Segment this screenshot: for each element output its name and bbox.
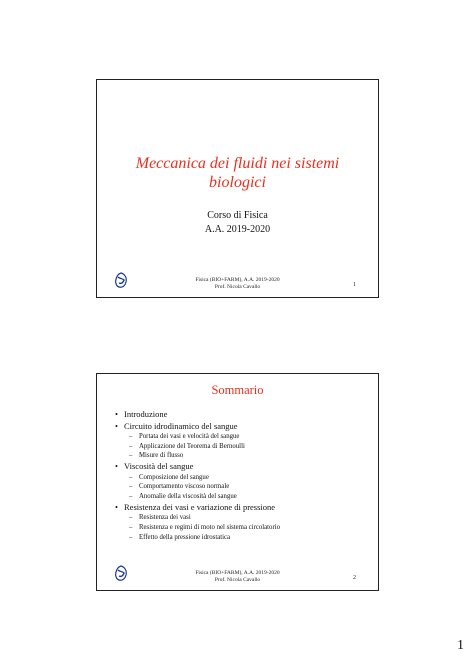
slide-1-subtitle [97, 209, 378, 237]
dash-icon: – [129, 493, 133, 501]
dash-icon: – [129, 452, 133, 460]
dash-icon: – [129, 514, 133, 522]
document-page-number: 1 [457, 638, 464, 653]
outline-list [114, 409, 364, 542]
outline-item: • Viscosità del sangue [115, 461, 194, 472]
slide-2 [96, 373, 379, 591]
slide-2-number: 2 [353, 575, 356, 581]
outline-subitem: – Composizione del sangue [129, 473, 209, 481]
dash-icon: – [129, 442, 133, 450]
slide-1-number: 1 [353, 282, 356, 288]
slide-1-title-line-2: biologici [209, 174, 266, 191]
dash-icon: – [129, 433, 133, 440]
dash-icon: – [129, 483, 133, 491]
outline-item: • Circuito idrodinamico del sangue [115, 420, 238, 431]
dash-icon: – [129, 533, 133, 541]
outline-item: • Resistenza dei vasi e variazione di pressione [115, 501, 276, 512]
slide-2-title: Sommario [211, 383, 264, 397]
outline-subitem: – Anomalie della viscosità del sangue [129, 493, 237, 501]
course-name: Corso di Fisica [207, 210, 268, 221]
outline-item: • Introduzione [115, 409, 168, 419]
bullet-icon: • [115, 461, 118, 472]
slide-1-footer [97, 277, 378, 291]
outline-subitem: – Resistenza dei vasi [129, 514, 191, 522]
outline-subitem: – Applicazione del Teorema di Bernoulli [129, 442, 245, 450]
footer-course: Fisica (BIO+FARM), A.A. 2019-2020 [195, 570, 280, 576]
footer-course: Fisica (BIO+FARM), A.A. 2019-2020 [195, 277, 280, 283]
academic-year: A.A. 2019-2020 [204, 224, 271, 235]
footer-professor: Prof. Nicola Cavallo [214, 284, 261, 290]
dash-icon: – [129, 523, 133, 531]
outline-subitem: – Comportamento viscoso normale [129, 483, 230, 491]
slide-1 [96, 79, 379, 298]
bullet-icon: • [115, 409, 118, 419]
slide-1-title [97, 154, 378, 192]
outline-subitem: – Portata dei vasi e velocità del sangue [129, 433, 240, 440]
outline-subitem: – Misure di flusso [129, 452, 184, 460]
outline-subitem: – Resistenza e regimi di moto nel sistema circolatorio [129, 523, 280, 531]
slide-1-title-line-1: Meccanica dei fluidi nei sistemi [135, 155, 340, 172]
slide-2-footer [97, 570, 378, 584]
bullet-icon: • [115, 501, 118, 512]
outline-subitem: – Effetto della pressione idrostatica [129, 533, 231, 541]
footer-professor: Prof. Nicola Cavallo [214, 577, 261, 583]
dash-icon: – [129, 473, 133, 481]
bullet-icon: • [115, 420, 118, 431]
